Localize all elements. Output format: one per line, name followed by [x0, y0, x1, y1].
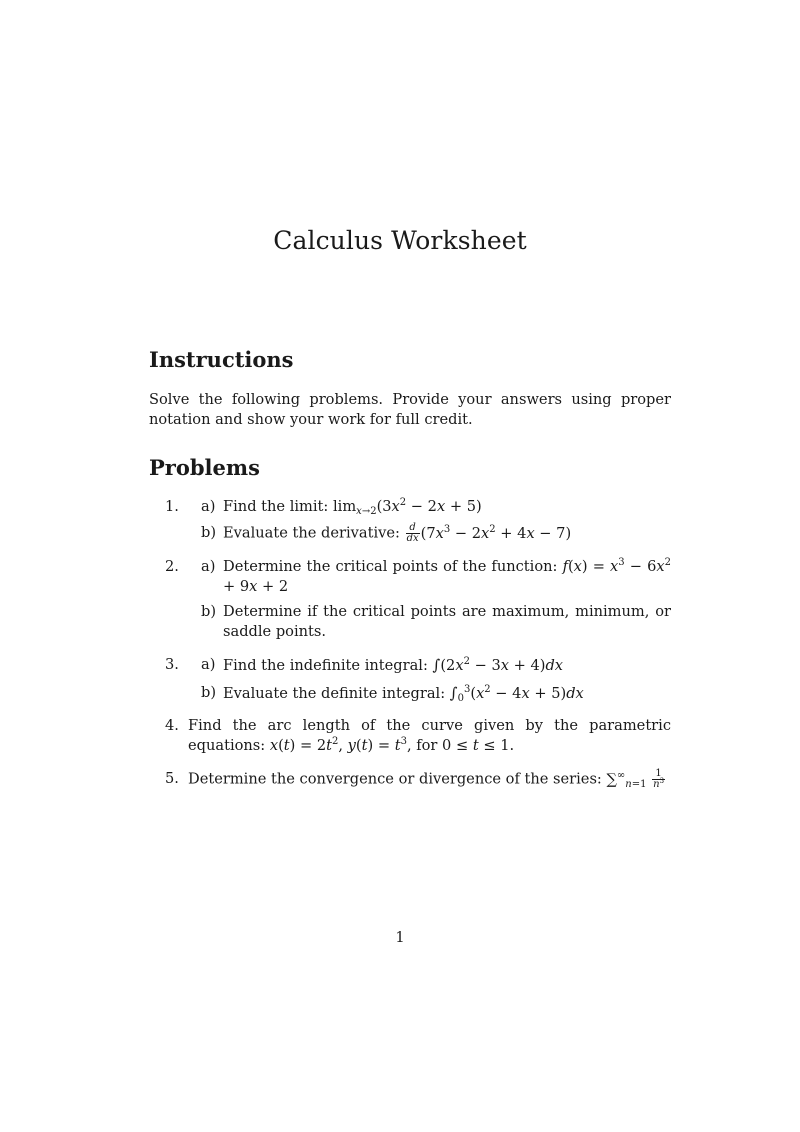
part-prompt: Evaluate the definite integral: — [223, 685, 446, 702]
derivative-expression: $\frac{d}{dx}$ $(7x^3 - 2x^2 + 4x - 7)$ — [406, 522, 572, 544]
problems-heading: Problems — [149, 455, 260, 480]
part-text — [223, 655, 671, 676]
problem-text — [188, 716, 671, 756]
definite-integral-expression: $\int_0^3(x^2 - 4x + 5)dx$ — [449, 684, 584, 704]
part-prompt: Determine if the critical points are maximum, minimum, or saddle points. — [223, 603, 671, 640]
problem-number: 1. — [165, 498, 179, 515]
part-label: b) — [201, 684, 217, 701]
page-title: Calculus Worksheet — [273, 226, 527, 255]
problem-number: 2. — [165, 558, 179, 575]
problem-number: 4. — [165, 717, 179, 734]
part-label: b) — [201, 603, 217, 620]
part-prompt: Evaluate the derivative: — [223, 524, 400, 542]
part-prompt: Find the limit: — [223, 498, 329, 515]
problem-prompt: Find the arc length of the curve given by the parametric equations: — [188, 717, 671, 754]
problem-text — [188, 769, 671, 790]
part-text — [223, 557, 671, 597]
page-number: 1 — [395, 929, 405, 946]
problem-prompt: Determine the convergence or divergence of the series: — [188, 770, 602, 788]
function-expression: $f(x) = x^3 - 6x^2 + 9x + 2$ — [223, 557, 671, 595]
series-expression: $\sum^\infty_{n=1}$ $\frac{1}{n^3}$ — [606, 768, 665, 790]
limit-expression: $\lim_{x\to 2}(3x^2 - 2x + 5)$ — [332, 497, 482, 517]
part-label: a) — [201, 498, 216, 515]
parametric-expression: $x(t) = 2t^2$, $y(t) = t^3$, for 0 ≤ t ≤ 1. — [269, 736, 515, 754]
part-label: a) — [201, 656, 216, 673]
part-text — [223, 683, 671, 704]
part-prompt: Find the indefinite integral: — [223, 657, 428, 674]
part-text — [223, 497, 671, 517]
part-text — [223, 523, 671, 544]
part-label: a) — [201, 558, 216, 575]
instructions-heading: Instructions — [149, 347, 294, 372]
part-label: b) — [201, 524, 217, 541]
problem-number: 3. — [165, 656, 179, 673]
part-prompt: Determine the critical points of the function: — [223, 558, 558, 575]
indefinite-integral-expression: $\int(2x^2 - 3x + 4)dx$ — [432, 656, 564, 674]
instructions-text: Solve the following problems. Provide your answers using proper notation and show your work for full credit. — [149, 391, 671, 428]
problem-number: 5. — [165, 770, 179, 787]
